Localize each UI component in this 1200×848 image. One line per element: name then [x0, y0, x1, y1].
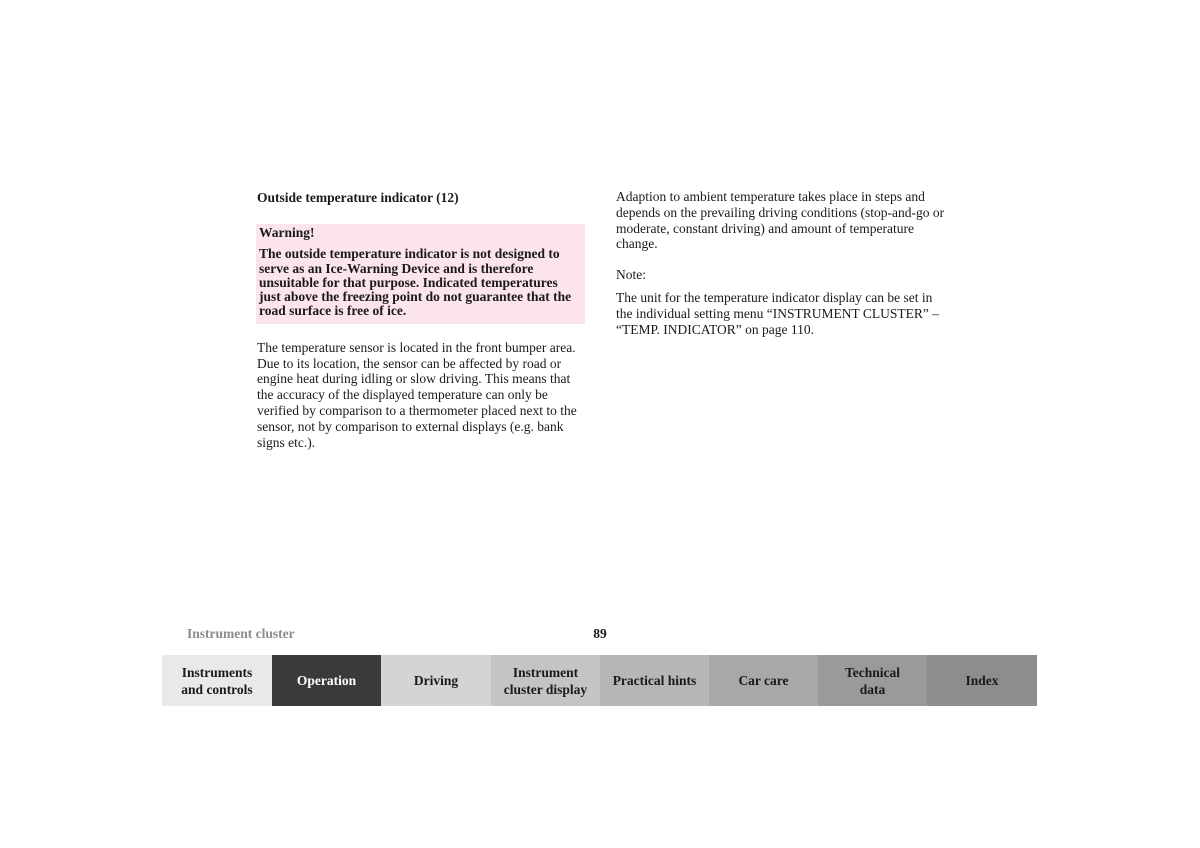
warning-title: Warning! — [259, 225, 315, 240]
chapter-nav-bar — [162, 655, 1037, 706]
tab-index[interactable]: Index — [927, 655, 1037, 706]
footer-section-label: Instrument cluster — [187, 626, 295, 641]
right-column — [616, 189, 946, 352]
page-number: 89 — [593, 626, 607, 641]
section-heading: Outside temperature indicator (12) — [257, 190, 459, 205]
tab-driving[interactable]: Driving — [381, 655, 491, 706]
warning-box — [256, 224, 585, 324]
tab-practical-hints[interactable]: Practical hints — [600, 655, 709, 706]
tab-instruments-and-controls[interactable]: Instruments and controls — [162, 655, 272, 706]
adaption-paragraph: Adaption to ambient temperature takes place in steps and depends on the prevailing driving conditions (stop-and-go or moderate, constant driving) and amount of temperature change. — [616, 189, 945, 252]
tab-car-care[interactable]: Car care — [709, 655, 818, 706]
left-column — [257, 189, 585, 465]
warning-text: The outside temperature indicator is not designed to serve as an Ice-Warning Device and is therefore unsuitable for that purpose. Indicated temperatures just above the freezing point do not guarantee that the road surface is free of ice. — [259, 246, 572, 319]
tab-instrument-cluster-display[interactable]: Instrument cluster display — [491, 655, 600, 706]
tab-operation[interactable]: Operation — [272, 655, 381, 706]
sensor-paragraph: The temperature sensor is located in the front bumper area. Due to its location, the sensor can be affected by road or engine heat during idling or slow driving. This means that the accuracy of the displayed temperature can only be verified by comparison to a thermometer placed next to the sensor, not by comparison to external displays (e.g. bank signs etc.). — [257, 339, 577, 450]
tab-technical-data[interactable]: Technical data — [818, 655, 927, 706]
note-text: The unit for the temperature indicator display can be set in the individual setting menu “INSTRUMENT CLUSTER” – “TEMP. INDICATOR” on page 110. — [616, 289, 939, 337]
note-label: Note: — [616, 267, 646, 283]
